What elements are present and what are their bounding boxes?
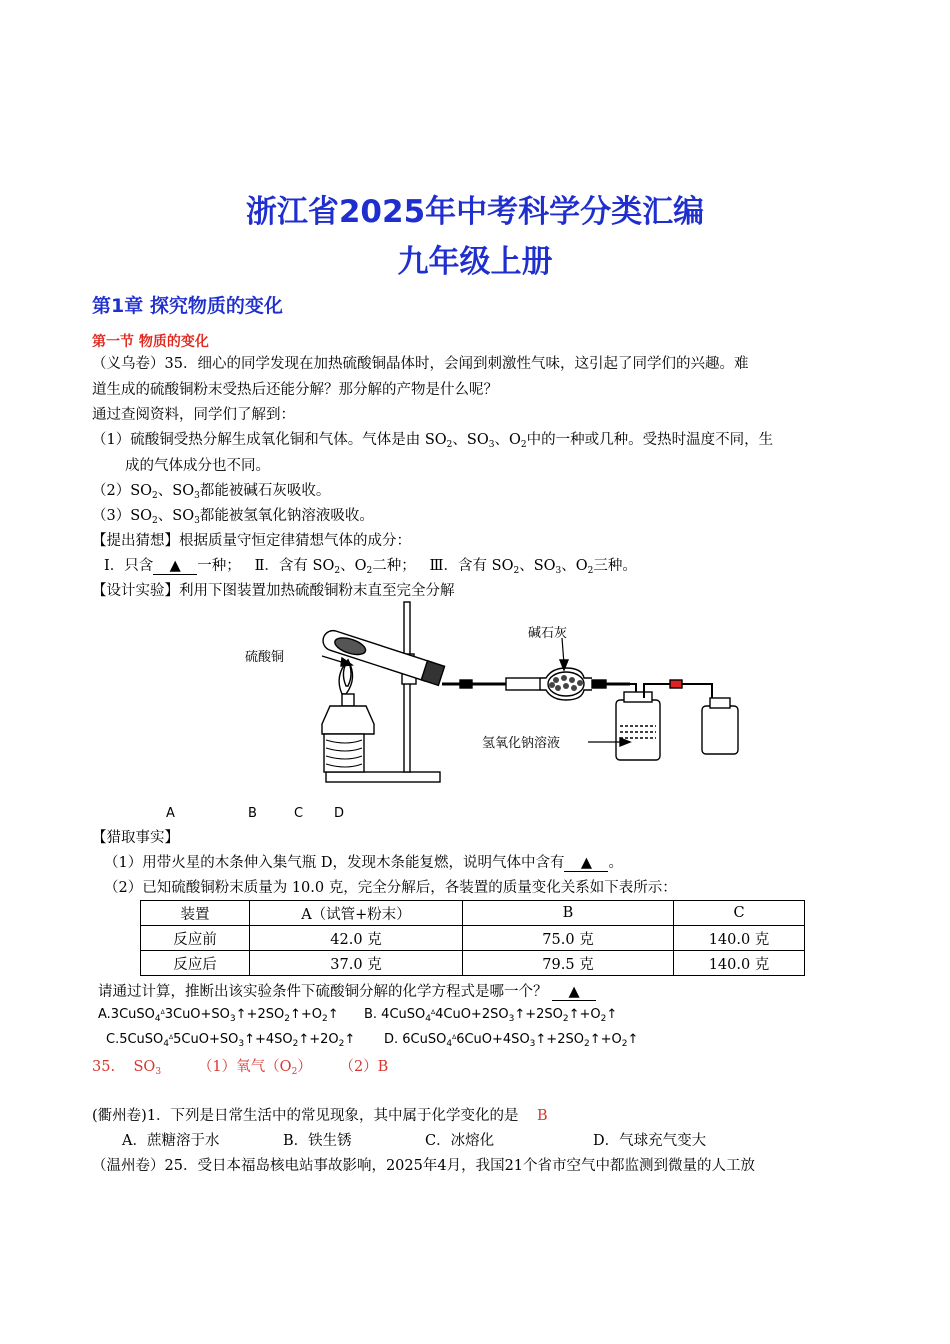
doc-subtitle: 九年级上册 xyxy=(397,244,553,280)
bottle-d xyxy=(702,706,738,754)
table-header-row xyxy=(141,901,805,926)
table-header-cell: 装置 xyxy=(141,901,250,926)
bottle-c xyxy=(616,700,660,760)
option-b: B. $4CuSO_4\Delta 4CuO+2SO_3↑+2SO_2↑+O_2↑$ xyxy=(364,1007,618,1024)
stand-rod xyxy=(404,602,410,772)
lamp-wick-holder xyxy=(342,694,354,706)
drying-tube xyxy=(506,678,540,690)
table-header-cell: B xyxy=(463,901,674,926)
table-cell: 140.0 克 xyxy=(674,926,805,951)
stand-base xyxy=(326,772,440,782)
option-a: $A.3CuSO_4\Delta 3CuO+SO_3↑+2SO_2↑+O_2↑$ xyxy=(98,1007,339,1024)
table-row xyxy=(141,951,805,976)
option-c: $C.5CuSO_4\Delta 5CuO+SO_3↑+4SO_2↑+2O_2↑$ xyxy=(106,1032,356,1049)
quzhou-answer: B xyxy=(536,1108,548,1124)
apparatus-letter-c: C xyxy=(294,806,304,821)
quzhou-question: (衢州卷)1．下列是日常生活中的常见现象，其中属于化学变化的是 B xyxy=(92,1108,548,1124)
q35-facts-title: 【猎取事实】 xyxy=(92,830,179,846)
answer-blank: ▲ xyxy=(564,855,608,872)
table-header-cell: C xyxy=(674,901,805,926)
doc-title: 浙江省2025年中考科学分类汇编 xyxy=(245,194,705,230)
label-soda-lime: 碱石灰 xyxy=(528,626,568,641)
quzhou-option-a: A．蔗糖溶于水 xyxy=(122,1133,220,1149)
chapter-heading: 第1章 探究物质的变化 xyxy=(92,295,283,317)
table-row xyxy=(141,926,805,951)
apparatus-diagram xyxy=(230,598,750,788)
q35-answer: 35. $SO_3$ （1）氧气$(O_2)$ （2）B xyxy=(92,1059,389,1077)
table-header-cell: A（试管+粉末） xyxy=(250,901,463,926)
option-d: D. $6CuSO_4\Delta 6CuO+4SO_3↑+2SO_2↑+O_2↑$ xyxy=(384,1032,639,1049)
q35-guess-title: 【提出猜想】根据质量守恒定律猜想气体的成分： xyxy=(92,533,411,549)
label-cuso4: 硫酸铜 xyxy=(245,650,285,665)
q35-design: 【设计实验】利用下图装置加热硫酸铜粉末直至完全分解 xyxy=(92,583,455,599)
section-heading: 第一节 物质的变化 xyxy=(92,334,209,350)
table-cell: 75.0 克 xyxy=(463,926,674,951)
label-naoh-solution: 氢氧化钠溶液 xyxy=(482,736,561,751)
answer-blank: ▲ xyxy=(552,984,596,1001)
q35-info1-line1: （1）硫酸铜受热分解生成氧化铜和气体。气体是由 $SO_2$、$SO_3$、$O_2$中的一种或几种。受热时温度不同，生 xyxy=(92,432,774,450)
q35-intro-line1: （义乌卷）35．细心的同学发现在加热硫酸铜晶体时，会闻到刺激性气味，这引起了同学们的兴趣。难 xyxy=(92,356,749,372)
q35-fact1: （1）用带火星的木条伸入集气瓶 D，发现木条能复燃，说明气体中含有 ▲ 。 xyxy=(104,855,623,871)
apparatus-letter-b: B xyxy=(248,806,257,821)
wenzhou-question: （温州卷）25．受日本福岛核电站事故影响，2025年4月，我国21个省市空气中都监测到微量的人工放 xyxy=(92,1158,756,1174)
alcohol-lamp xyxy=(322,706,374,734)
q35-info2: $(2)SO_2$、$SO_3$都能被碱石灰吸收。 xyxy=(92,483,331,501)
table-cell: 42.0 克 xyxy=(250,926,463,951)
q35-intro-line2: 道生成的硫酸铜粉末受热后还能分解？那分解的产物是什么呢？ xyxy=(92,382,498,398)
q35-ask: 请通过计算，推断出该实验条件下硫酸铜分解的化学方程式是哪一个？ ▲ xyxy=(98,982,596,1002)
apparatus-letter-d: D xyxy=(334,806,345,821)
wood-block xyxy=(324,734,364,772)
quzhou-option-b: B．铁生锈 xyxy=(283,1133,352,1149)
q35-info1-line2: 成的气体成分也不同。 xyxy=(125,458,270,474)
table-cell: 79.5 克 xyxy=(463,951,674,976)
table-cell: 反应后 xyxy=(141,951,250,976)
answer-blank: ▲ xyxy=(153,558,197,575)
q35-intro-line3: 通过查阅资料，同学们了解到： xyxy=(92,407,295,423)
q35-guesses: Ⅰ．只含 ▲ 一种； Ⅱ．含有 $SO_2$、$O_2$二种； Ⅲ．含有 $SO_2$、$SO_3$、$O_2$三种。 xyxy=(104,558,637,576)
table-cell: 140.0 克 xyxy=(674,951,805,976)
quzhou-option-c: C．冰熔化 xyxy=(425,1133,495,1149)
q35-fact2: （2）已知硫酸铜粉末质量为 10.0 克，完全分解后，各装置的质量变化关系如下表所示： xyxy=(104,880,677,896)
mass-table xyxy=(140,900,805,976)
quzhou-option-d: D．气球充气变大 xyxy=(593,1133,707,1149)
table-cell: 37.0 克 xyxy=(250,951,463,976)
q35-info3: $(3)SO_2$、$SO_3$都能被氢氧化钠溶液吸收。 xyxy=(92,508,374,526)
table-cell: 反应前 xyxy=(141,926,250,951)
apparatus-letter-a: A xyxy=(166,806,175,821)
